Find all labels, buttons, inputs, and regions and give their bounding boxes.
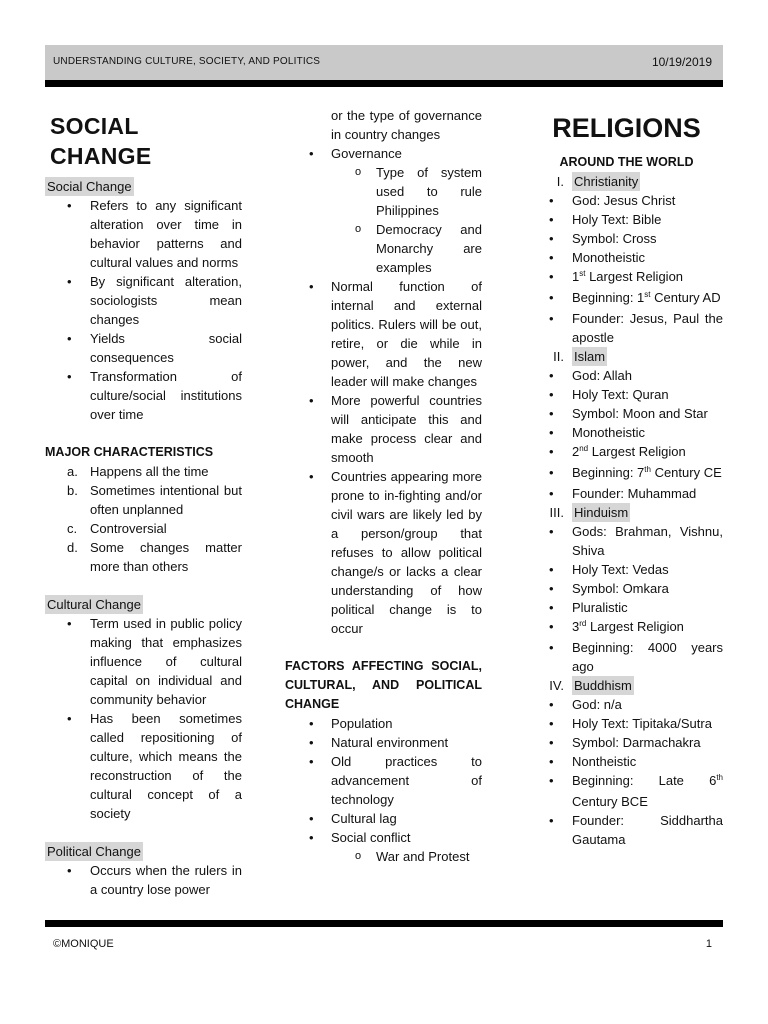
page-number: 1 bbox=[705, 938, 712, 950]
rank-suffix: rd bbox=[579, 619, 587, 628]
social-change-list bbox=[45, 196, 242, 424]
list-item: • Gods: Brahman, Vishnu, Shiva bbox=[530, 522, 723, 560]
religions-subtitle: AROUND THE WORLD bbox=[559, 155, 694, 169]
list-item bbox=[530, 617, 723, 638]
sub-item: o Type of system used to rule Philippines bbox=[331, 163, 482, 220]
list-item: • Transformation of culture/social institutions over time bbox=[45, 367, 242, 424]
christianity-list bbox=[530, 191, 723, 347]
column-political-change bbox=[285, 106, 482, 866]
rank-text: Largest Religion bbox=[588, 444, 686, 459]
beginning-suffix: th bbox=[716, 773, 723, 782]
list-item: • Monotheistic bbox=[530, 248, 723, 267]
religion-heading-hinduism bbox=[530, 503, 723, 522]
religion-heading-christianity bbox=[530, 172, 723, 191]
list-item bbox=[530, 288, 723, 309]
list-item: • Yields social consequences bbox=[45, 329, 242, 367]
list-item: • Term used in public policy making that emphasizes influence of cultural capital on individual and community behavior bbox=[45, 614, 242, 709]
list-item: • Founder: Jesus, Paul the apostle bbox=[530, 309, 723, 347]
list-item: • Founder: Muhammad bbox=[530, 484, 723, 503]
list-item: • God: n/a bbox=[530, 695, 723, 714]
list-item: c. Controversial bbox=[45, 519, 242, 538]
rank-number: 3 bbox=[572, 619, 580, 634]
governance-list bbox=[285, 144, 482, 163]
list-item: • Monotheistic bbox=[530, 423, 723, 442]
list-item: • Symbol: Omkara bbox=[530, 579, 723, 598]
list-item: • Population bbox=[285, 714, 482, 733]
political-change-continuation: or the type of governance in country changes bbox=[331, 108, 482, 142]
list-item: • Founder: Siddhartha Gautama bbox=[530, 811, 723, 849]
roman-numeral: II. bbox=[553, 349, 564, 364]
list-item bbox=[530, 771, 723, 811]
list-item bbox=[530, 463, 723, 484]
political-change-label: Political Change bbox=[47, 844, 141, 859]
factors-heading: FACTORS AFFECTING SOCIAL, CULTURAL, AND POLITICAL CHANGE bbox=[285, 659, 482, 711]
social-change-label: Social Change bbox=[47, 179, 132, 194]
beginning-text: Beginning: Late 6 bbox=[572, 773, 717, 788]
list-item: • Holy Text: Vedas bbox=[530, 560, 723, 579]
list-item: d. Some changes matter more than others bbox=[45, 538, 242, 576]
list-item: • Has been sometimes called repositioning of culture, which means the reconstruction of the cultural concept of a society bbox=[45, 709, 242, 823]
rank-suffix: st bbox=[579, 269, 586, 278]
beginning-suffix: st bbox=[644, 290, 651, 299]
islam-list bbox=[530, 366, 723, 503]
sub-item: o War and Protest bbox=[331, 847, 482, 866]
bottom-rule bbox=[45, 920, 723, 927]
religions-title: RELIGIONS bbox=[552, 113, 701, 143]
factors-list bbox=[285, 714, 482, 847]
column-religions bbox=[530, 90, 723, 849]
social-change-title: SOCIAL CHANGE bbox=[50, 113, 152, 169]
list-item: • More powerful countries will anticipate this and make process clear and smooth bbox=[285, 391, 482, 467]
list-item: • Refers to any significant alteration over time in behavior patterns and cultural values and norms bbox=[45, 196, 242, 272]
list-item: • God: Allah bbox=[530, 366, 723, 385]
header-date: 10/19/2019 bbox=[651, 55, 712, 69]
religion-name: Buddhism bbox=[574, 678, 632, 693]
list-item: • Occurs when the rulers in a country lose power bbox=[45, 861, 242, 899]
list-item: • Beginning: 4000 years ago bbox=[530, 638, 723, 676]
list-item: • Symbol: Moon and Star bbox=[530, 404, 723, 423]
major-characteristics-list bbox=[45, 462, 242, 576]
rank-number: 2 bbox=[572, 444, 580, 459]
beginning-era: Century CE bbox=[650, 465, 722, 480]
hinduism-list bbox=[530, 522, 723, 676]
rank-suffix: nd bbox=[579, 444, 589, 453]
governance-sub-list bbox=[331, 163, 482, 277]
political-change-points bbox=[285, 277, 482, 638]
rank-text: Largest Religion bbox=[585, 269, 684, 284]
list-item bbox=[530, 267, 723, 288]
roman-numeral: I. bbox=[556, 174, 564, 189]
column-social-change bbox=[45, 90, 242, 899]
list-item: • Symbol: Darmachakra bbox=[530, 733, 723, 752]
buddhism-list bbox=[530, 695, 723, 849]
header-title: UNDERSTANDING CULTURE, SOCIETY, AND POLITICS bbox=[53, 56, 321, 67]
political-change-list bbox=[45, 861, 242, 899]
cultural-change-list bbox=[45, 614, 242, 823]
governance-label: Governance bbox=[331, 146, 402, 161]
rank-text: Largest Religion bbox=[586, 619, 684, 634]
footer-author: ©MONIQUE bbox=[53, 938, 114, 950]
beginning-text: Beginning: 7 bbox=[572, 465, 645, 480]
beginning-text: Beginning: 1 bbox=[572, 290, 645, 305]
beginning-era: Century AD bbox=[650, 290, 721, 305]
religion-name: Islam bbox=[574, 349, 606, 364]
list-item: b. Sometimes intentional but often unplanned bbox=[45, 481, 242, 519]
list-item: • Cultural lag bbox=[285, 809, 482, 828]
factors-sub-list bbox=[331, 847, 482, 866]
list-item: • Natural environment bbox=[285, 733, 482, 752]
religion-heading-islam bbox=[530, 347, 723, 366]
roman-numeral: IV. bbox=[549, 678, 564, 693]
religion-heading-buddhism bbox=[530, 676, 723, 695]
list-item: • Symbol: Cross bbox=[530, 229, 723, 248]
list-item: • Social conflict bbox=[285, 828, 482, 847]
list-item: • Old practices to advancement of technology bbox=[285, 752, 482, 809]
sub-item: o Democracy and Monarchy are examples bbox=[331, 220, 482, 277]
list-item: • Pluralistic bbox=[530, 598, 723, 617]
list-item: • Holy Text: Bible bbox=[530, 210, 723, 229]
beginning-suffix: th bbox=[644, 465, 651, 474]
religion-name: Hinduism bbox=[574, 505, 629, 520]
list-item: • Normal function of internal and external politics. Rulers will be out, retire, or die while in power, and the new leader will make changes bbox=[285, 277, 482, 391]
religion-name: Christianity bbox=[574, 174, 639, 189]
beginning-era: Century BCE bbox=[572, 794, 648, 809]
major-characteristics-heading: MAJOR CHARACTERISTICS bbox=[45, 445, 214, 459]
list-item: • God: Jesus Christ bbox=[530, 191, 723, 210]
list-item: • By significant alteration, sociologists mean changes bbox=[45, 272, 242, 329]
cultural-change-label: Cultural Change bbox=[47, 597, 141, 612]
list-item: • Holy Text: Quran bbox=[530, 385, 723, 404]
list-item: • Holy Text: Tipitaka/Sutra bbox=[530, 714, 723, 733]
rank-number: 1 bbox=[572, 269, 580, 284]
list-item bbox=[530, 442, 723, 463]
top-rule bbox=[45, 80, 723, 87]
list-item: • Countries appearing more prone to in-fighting and/or civil wars are likely led by a person/group that refuses to allow political change/s or lacks a clear understanding of how political change is to occur bbox=[285, 467, 482, 638]
list-item: • Nontheistic bbox=[530, 752, 723, 771]
roman-numeral: III. bbox=[549, 505, 564, 520]
list-item: a. Happens all the time bbox=[45, 462, 242, 481]
list-item bbox=[285, 144, 482, 163]
